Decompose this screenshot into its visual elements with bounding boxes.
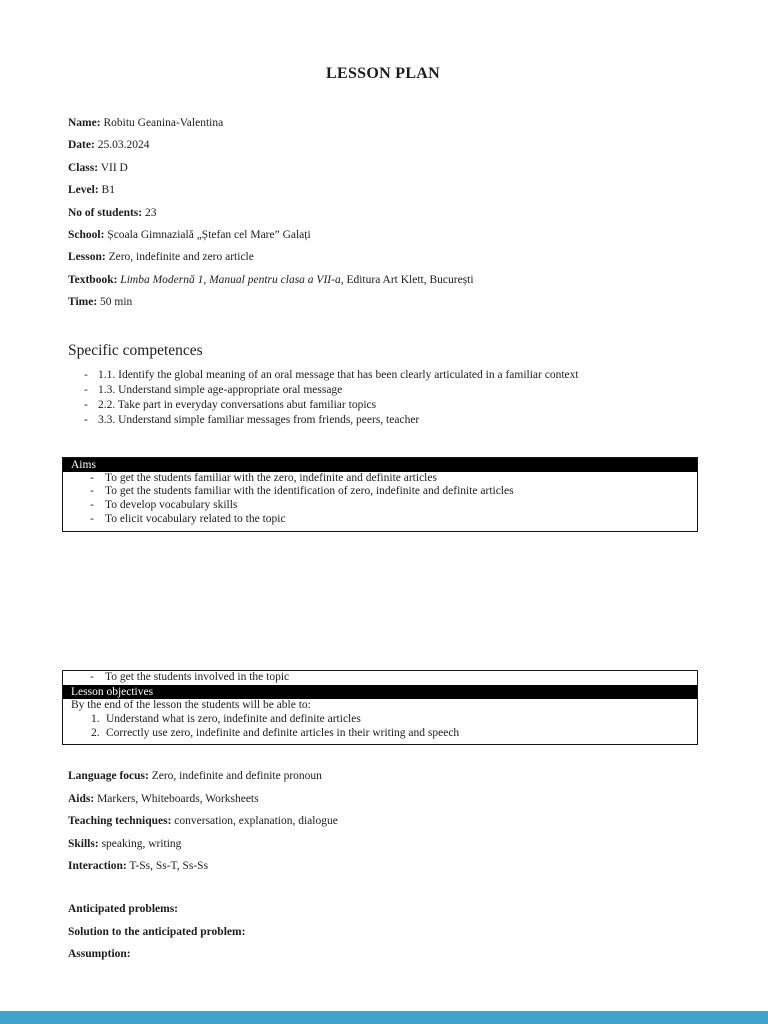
- list-item-text: 1.1. Identify the global meaning of an oral message that has been clearly articulated in a familiar context: [98, 368, 579, 381]
- detail-value: speaking, writing: [98, 837, 182, 850]
- list-item-text: 3.3. Understand simple familiar messages from friends, peers, teacher: [98, 413, 420, 426]
- list-item-text: Correctly use zero, indefinite and definite articles in their writing and speech: [106, 727, 460, 740]
- list-item-text: To elicit vocabulary related to the topic: [105, 513, 286, 526]
- detail-line-aids: [68, 788, 698, 810]
- info-line-time: [68, 291, 698, 313]
- info-value: Zero, indefinite and zero article: [105, 251, 254, 264]
- info-value: B1: [98, 184, 115, 197]
- dash-bullet: -: [90, 670, 94, 683]
- list-item-text: To develop vocabulary skills: [105, 499, 238, 512]
- problem-label: Assumption:: [68, 948, 131, 961]
- list-item-text: To get the students involved in the topic: [105, 670, 290, 683]
- problem-line-solution: [68, 921, 698, 943]
- list-item-text: To get the students familiar with the identification of zero, indefinite and definite articles: [105, 485, 514, 498]
- viewer-footer-bar: [0, 1011, 768, 1024]
- info-value: Editura Art Klett, București: [343, 273, 474, 286]
- list-item: [63, 513, 697, 527]
- list-item: [63, 485, 697, 499]
- list-item-text: To get the students familiar with the zero, indefinite and definite articles: [105, 471, 437, 484]
- aims-table: [62, 457, 698, 532]
- dash-bullet: -: [90, 471, 94, 484]
- info-line-name: [68, 112, 698, 134]
- info-line-date: [68, 134, 698, 156]
- detail-value: Markers, Whiteboards, Worksheets: [94, 792, 259, 805]
- list-item: [68, 383, 698, 398]
- list-item-text: 1.3. Understand simple age-appropriate oral message: [98, 383, 343, 396]
- detail-label: Teaching techniques:: [68, 815, 172, 828]
- problem-line-assumption: [68, 943, 698, 965]
- list-number: 1.: [91, 713, 100, 726]
- lesson-details-block: [68, 765, 698, 877]
- info-line-lesson: [68, 246, 698, 268]
- info-label: Level:: [68, 184, 99, 197]
- dash-bullet: -: [84, 368, 88, 381]
- info-value: 50 min: [97, 296, 133, 309]
- info-label: No of students:: [68, 206, 143, 219]
- list-item-text: 2.2. Take part in everyday conversations abut familiar topics: [98, 398, 377, 411]
- aims-header-bar: Aims: [63, 458, 697, 472]
- spacer: [63, 740, 697, 744]
- detail-line-interaction: [68, 855, 698, 877]
- dash-bullet: -: [90, 485, 94, 498]
- info-value: Robitu Geanina-Valentina: [100, 117, 224, 129]
- info-value: 23: [142, 206, 157, 219]
- dash-bullet: -: [84, 383, 88, 396]
- specific-competences-heading: Specific competences: [68, 341, 203, 359]
- info-label: Name:: [68, 117, 101, 129]
- dash-bullet: -: [84, 398, 88, 411]
- detail-label: Skills:: [68, 837, 99, 850]
- objectives-intro-text: By the end of the lesson the students will be able to:: [71, 698, 311, 711]
- spacer: [63, 527, 697, 531]
- info-value: 25.03.2024: [94, 139, 150, 152]
- info-label: Class:: [68, 161, 99, 174]
- info-line-level: [68, 179, 698, 201]
- numbered-list-item: [63, 712, 697, 726]
- dash-bullet: -: [90, 513, 94, 526]
- list-item: [68, 398, 698, 413]
- info-line-school: [68, 224, 698, 246]
- detail-value: Zero, indefinite and definite pronoun: [148, 770, 322, 783]
- list-item: [68, 413, 698, 428]
- detail-label: Language focus:: [68, 770, 149, 783]
- detail-line-language-focus: [68, 765, 698, 787]
- info-line-textbook: [68, 269, 698, 291]
- info-value: Școala Gimnazială „Ștefan cel Mare” Galați: [104, 229, 311, 242]
- detail-label: Interaction:: [68, 860, 127, 873]
- detail-label: Aids:: [68, 792, 95, 805]
- numbered-list-item: [63, 726, 697, 740]
- info-label: Time:: [68, 296, 98, 309]
- list-item: [63, 499, 697, 513]
- list-item: [63, 472, 697, 486]
- info-line-class: [68, 157, 698, 179]
- problem-label: Solution to the anticipated problem:: [68, 925, 246, 938]
- info-line-students: [68, 202, 698, 224]
- info-label: Textbook:: [68, 273, 118, 286]
- info-label: School:: [68, 229, 105, 242]
- lesson-objectives-table: [62, 670, 698, 746]
- specific-competences-list: [68, 368, 698, 428]
- info-label: Date:: [68, 139, 95, 152]
- list-item-text: Understand what is zero, indefinite and definite articles: [106, 713, 361, 726]
- detail-value: T-Ss, Ss-T, Ss-Ss: [126, 860, 209, 873]
- page-title: LESSON PLAN: [326, 65, 440, 82]
- detail-value: conversation, explanation, dialogue: [171, 815, 338, 828]
- problem-label: Anticipated problems:: [68, 903, 178, 916]
- list-number: 2.: [91, 727, 100, 740]
- dash-bullet: -: [90, 499, 94, 512]
- problem-line-anticipated: [68, 898, 698, 920]
- textbook-title-italic: Limba Modernă 1, Manual pentru clasa a VII-a,: [117, 273, 344, 286]
- lesson-objectives-header-bar: Lesson objectives: [63, 685, 697, 699]
- header-info-block: [68, 112, 698, 314]
- list-item: [68, 368, 698, 383]
- detail-line-skills: [68, 833, 698, 855]
- info-label: Lesson:: [68, 251, 106, 264]
- dash-bullet: -: [84, 413, 88, 426]
- anticipated-problems-block: [68, 898, 698, 965]
- detail-line-teaching-techniques: [68, 810, 698, 832]
- list-item: [63, 671, 697, 685]
- info-value: VII D: [98, 161, 128, 174]
